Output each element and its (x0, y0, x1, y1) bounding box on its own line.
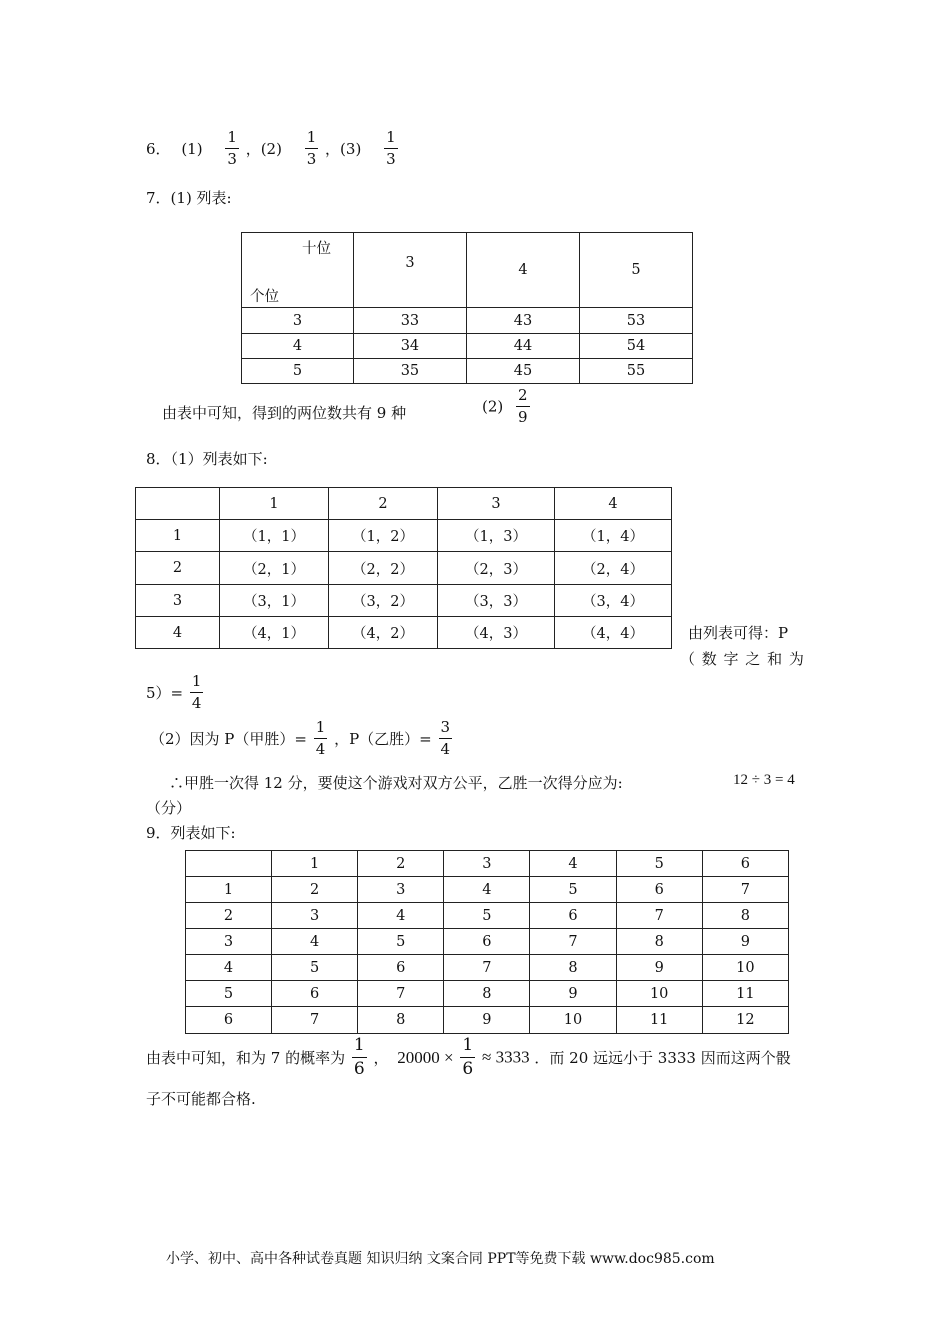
q9-col-header: 3 (444, 851, 530, 877)
q8-side-line2: （ 数 字 之 和 为 (680, 650, 804, 668)
q8-col-header: 3 (438, 488, 555, 520)
q9-cf2-num: 1 (460, 1037, 475, 1058)
q8-side-line1: 由列表可得：P (688, 624, 789, 642)
q6-f2-den: 3 (306, 150, 317, 168)
q9-c-fraction-1 (352, 1037, 367, 1078)
table-cell: （4，1） (220, 617, 329, 649)
table-cell: 6 (272, 981, 358, 1007)
table-cell: 2 (272, 877, 358, 903)
table-cell: （1，1） (220, 520, 329, 552)
q9-conclusion (146, 1037, 791, 1078)
q6-line (146, 130, 400, 167)
q7-col-header: 4 (466, 233, 579, 308)
table-cell: 43 (466, 308, 579, 334)
q9-c-line2: 子不可能都合格. (146, 1090, 256, 1108)
table-row (136, 585, 672, 617)
table-cell: （3，2） (329, 585, 438, 617)
table-row (186, 929, 789, 955)
table-cell: 6 (616, 877, 702, 903)
table-row (242, 359, 693, 384)
q7-corner-bottom: 个位 (250, 289, 279, 305)
q8-row-header: 4 (136, 617, 220, 649)
q9-col-header: 2 (358, 851, 444, 877)
table-cell: 8 (358, 1007, 444, 1034)
q6-f3-num: 1 (384, 130, 398, 149)
table-cell: 6 (444, 929, 530, 955)
q6-fraction-3 (384, 130, 398, 167)
table-cell: 10 (702, 955, 788, 981)
table-cell: 3 (358, 877, 444, 903)
table-cell: 5 (530, 877, 616, 903)
q9-c-tail: ．而 20 远远小于 3333 因而这两个骰 (534, 1049, 791, 1067)
table-cell: 4 (444, 877, 530, 903)
table-cell: 5 (358, 929, 444, 955)
table-cell: （2，3） (438, 552, 555, 585)
table-row (136, 617, 672, 649)
table-cell: （1，3） (438, 520, 555, 552)
q8-result-fraction (190, 674, 204, 711)
q9-col-header: 5 (616, 851, 702, 877)
table-cell: 10 (530, 1007, 616, 1034)
q9-row-header: 5 (186, 981, 272, 1007)
table-row (136, 552, 672, 585)
q6-number: 6． (146, 140, 171, 158)
table-cell: 11 (702, 981, 788, 1007)
q7-table (241, 232, 693, 384)
table-cell: 6 (530, 903, 616, 929)
table-row (186, 981, 789, 1007)
table-cell: 4 (272, 929, 358, 955)
q9-cf1-den: 6 (353, 1059, 365, 1079)
q9-table (185, 850, 789, 1034)
table-cell: 3 (272, 903, 358, 929)
q7-row-header: 4 (242, 334, 354, 359)
table-cell: 7 (702, 877, 788, 903)
q7-f-den: 9 (518, 408, 528, 426)
table-cell: （3，1） (220, 585, 329, 617)
q9-row-header: 4 (186, 955, 272, 981)
q8-col-header: 4 (555, 488, 672, 520)
table-cell: 7 (358, 981, 444, 1007)
q9-corner-cell (186, 851, 272, 877)
q8-table (135, 487, 672, 649)
q8-corner-cell (136, 488, 220, 520)
q8-part2-fraction-2 (439, 720, 453, 757)
table-cell: 9 (702, 929, 788, 955)
q8-part2-mid: ，P（乙胜）= (334, 730, 432, 748)
q8-result-prefix: 5）= (146, 684, 184, 702)
table-cell: （4，4） (555, 617, 672, 649)
q9-col-header: 1 (272, 851, 358, 877)
q9-cf2-den: 6 (462, 1059, 474, 1079)
q8-p2f2-num: 3 (439, 720, 453, 739)
q9-c-prefix: 由表中可知，和为 7 的概率为 (146, 1049, 346, 1067)
q6-f1-den: 3 (227, 150, 237, 168)
table-cell: 8 (616, 929, 702, 955)
q8-p2f1-num: 1 (314, 720, 328, 739)
q7-row-header: 5 (242, 359, 354, 384)
table-cell: （1，2） (329, 520, 438, 552)
table-cell: 45 (466, 359, 579, 384)
table-cell: 9 (444, 1007, 530, 1034)
q7-fraction (516, 388, 530, 425)
q7-corner-top: 十位 (302, 241, 331, 257)
table-cell: 7 (530, 929, 616, 955)
table-cell: （2，4） (555, 552, 672, 585)
q8-result (146, 674, 205, 711)
q9-col-header: 6 (702, 851, 788, 877)
table-cell: 6 (358, 955, 444, 981)
q8-part2-fraction-1 (314, 720, 328, 757)
table-row (242, 308, 693, 334)
table-row (186, 1007, 789, 1034)
q9-row-header: 3 (186, 929, 272, 955)
table-cell: 5 (444, 903, 530, 929)
q6-part2-label: ，(2) (245, 140, 282, 158)
table-cell: 12 (702, 1007, 788, 1034)
table-row (186, 903, 789, 929)
q9-c-mid1: ， (373, 1049, 389, 1067)
table-cell: 44 (466, 334, 579, 359)
q8-col-header: 1 (220, 488, 329, 520)
table-row (186, 851, 789, 877)
q7-col-header: 3 (353, 233, 466, 308)
q8-p2f1-den: 4 (315, 740, 326, 758)
table-cell: 8 (702, 903, 788, 929)
table-row (242, 334, 693, 359)
q8-p2f2-den: 4 (440, 740, 451, 758)
q9-c-fraction-2 (460, 1037, 475, 1078)
table-cell: 54 (579, 334, 692, 359)
table-cell: （4，2） (329, 617, 438, 649)
q8-row-header: 3 (136, 585, 220, 617)
q7-part2 (482, 388, 532, 425)
q8-therefore: ∴甲胜一次得 12 分，要使这个游戏对双方公平，乙胜一次得分应为: (169, 774, 623, 792)
table-row (186, 955, 789, 981)
q7-part2-label: (2) (482, 397, 504, 416)
q9-row-header: 6 (186, 1007, 272, 1034)
q9-c-expr-b: ≈ 3333 (482, 1047, 530, 1067)
q6-f2-num: 1 (305, 130, 319, 149)
q6-f1-num: 1 (225, 130, 239, 149)
q8-row-header: 1 (136, 520, 220, 552)
q8-part2 (150, 720, 454, 757)
table-cell: 10 (616, 981, 702, 1007)
table-cell: 8 (530, 955, 616, 981)
q8-part2-prefix: （2）因为 P（甲胜）= (150, 730, 307, 748)
q8-heading: 8．（1）列表如下: (146, 450, 268, 468)
q7-heading: 7．(1) 列表: (146, 189, 232, 207)
footer-text: 小学、初中、高中各种试卷真题 知识归纳 文案合同 PPT等免费下载 www.doc985.com (166, 1251, 715, 1267)
table-cell: 35 (353, 359, 466, 384)
q9-c-expr-a: 20000 × (397, 1047, 454, 1067)
q9-row-header: 2 (186, 903, 272, 929)
q6-fraction-2 (305, 130, 319, 167)
q8-equation: 12 ÷ 3 = 4 (733, 772, 795, 788)
table-cell: 53 (579, 308, 692, 334)
q6-f3-den: 3 (386, 150, 396, 168)
q7-conclusion: 由表中可知，得到的两位数共有 9 种 (162, 404, 407, 422)
q8-row-header: 2 (136, 552, 220, 585)
table-row (136, 488, 672, 520)
table-cell: 33 (353, 308, 466, 334)
q9-heading: 9．列表如下: (146, 824, 236, 842)
table-cell: （4，3） (438, 617, 555, 649)
table-cell: 9 (530, 981, 616, 1007)
q8-col-header: 2 (329, 488, 438, 520)
table-cell: （3，3） (438, 585, 555, 617)
q6-part3-label: ，(3) (325, 140, 362, 158)
table-cell: 9 (616, 955, 702, 981)
table-cell: 7 (272, 1007, 358, 1034)
q6-part1-label: (1) (181, 139, 203, 158)
table-cell: 4 (358, 903, 444, 929)
table-cell: （1，4） (555, 520, 672, 552)
table-cell: （2，2） (329, 552, 438, 585)
table-row (136, 520, 672, 552)
table-cell: （3，4） (555, 585, 672, 617)
table-cell: 11 (616, 1007, 702, 1034)
table-row (186, 877, 789, 903)
q8-unit: （分） (146, 799, 192, 817)
table-cell: 8 (444, 981, 530, 1007)
q8-rf-den: 4 (191, 694, 202, 712)
q9-cf1-num: 1 (352, 1037, 367, 1058)
table-cell: 7 (616, 903, 702, 929)
q9-row-header: 1 (186, 877, 272, 903)
q7-col-header: 5 (579, 233, 692, 308)
q8-rf-num: 1 (190, 674, 204, 693)
q7-f-num: 2 (516, 388, 530, 407)
table-cell: 34 (353, 334, 466, 359)
q9-col-header: 4 (530, 851, 616, 877)
table-cell: 55 (579, 359, 692, 384)
table-cell: 7 (444, 955, 530, 981)
q7-corner-cell (242, 233, 354, 308)
q7-row-header: 3 (242, 308, 354, 334)
table-cell: 5 (272, 955, 358, 981)
q6-fraction-1 (225, 130, 239, 167)
table-cell: （2，1） (220, 552, 329, 585)
